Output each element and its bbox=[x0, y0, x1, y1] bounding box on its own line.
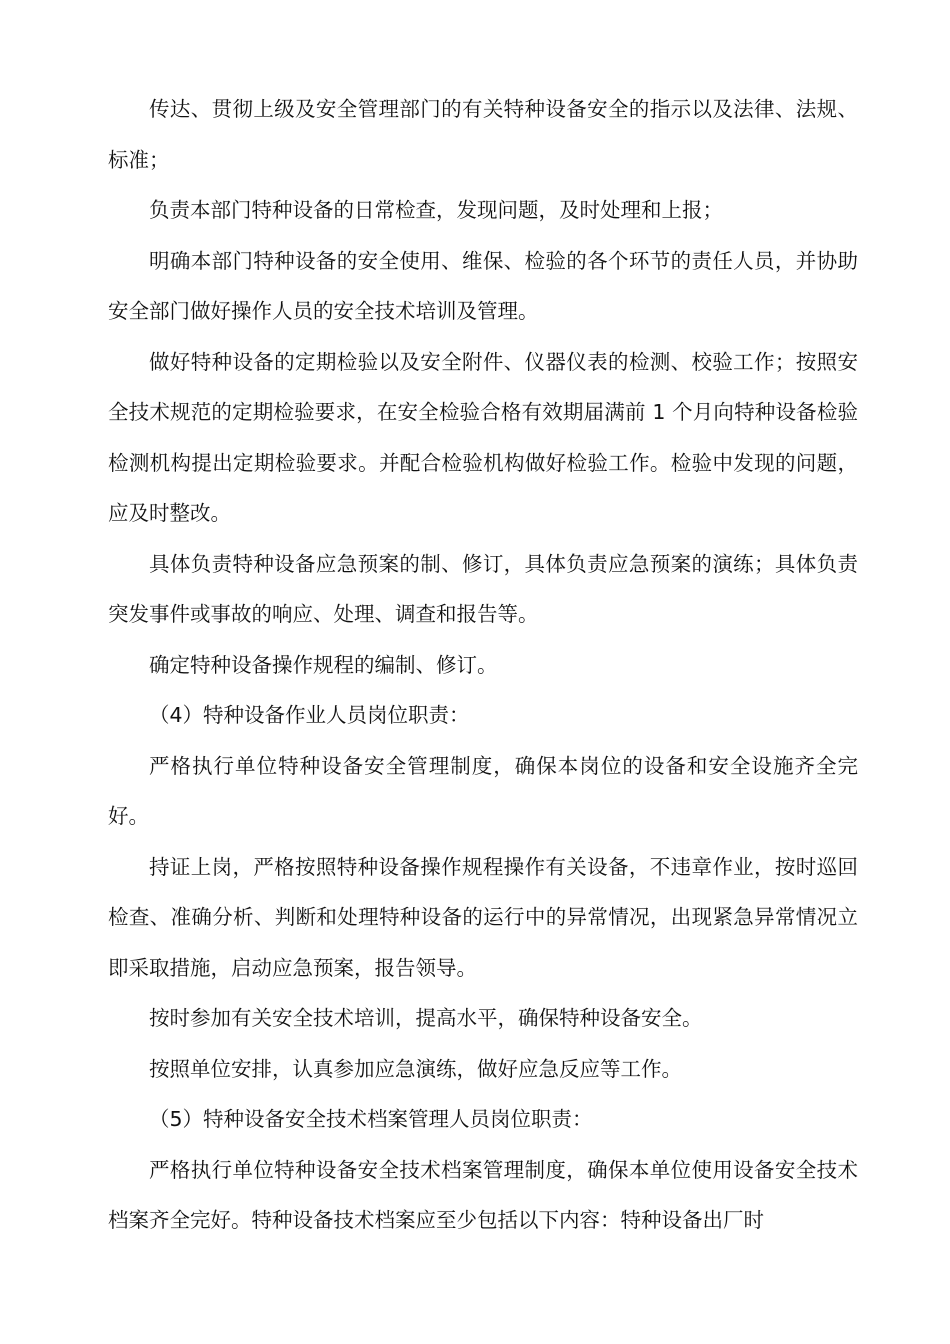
paragraph-5: 具体负责特种设备应急预案的制、修订，具体负责应急预案的演练；具体负责突发事件或事故的响应、处理、调查和报告等。 bbox=[108, 551, 858, 626]
document-body bbox=[108, 84, 858, 1246]
paragraph-8: 持证上岗，严格按照特种设备操作规程操作有关设备，不违章作业，按时巡回检查、准确分析、判断和处理特种设备的运行中的异常情况，出现紧急异常情况立即采取措施，启动应急预案，报告领导。 bbox=[108, 854, 858, 980]
paragraph-2: 负责本部门特种设备的日常检查，发现问题，及时处理和上报； bbox=[149, 198, 723, 222]
paragraph-3: 明确本部门特种设备的安全使用、维保、检验的各个环节的责任人员，并协助安全部门做好操作人员的安全技术培训及管理。 bbox=[108, 248, 858, 323]
paragraph-6: 确定特种设备操作规程的编制、修订。 bbox=[149, 652, 498, 677]
paragraph-11: 严格执行单位特种设备安全技术档案管理制度，确保本单位使用设备安全技术档案齐全完好。特种设备技术档案应至少包括以下内容：特种设备出厂时 bbox=[108, 1157, 858, 1232]
paragraph-1: 传达、贯彻上级及安全管理部门的有关特种设备安全的指示以及法律、法规、标准； bbox=[108, 97, 858, 172]
section-heading-5: （5）特种设备安全技术档案管理人员岗位职责： bbox=[149, 1107, 593, 1131]
paragraph-10: 按照单位安排，认真参加应急演练，做好应急反应等工作。 bbox=[149, 1056, 682, 1081]
paragraph-9: 按时参加有关安全技术培训，提高水平，确保特种设备安全。 bbox=[149, 1006, 703, 1030]
paragraph-4: 做好特种设备的定期检验以及安全附件、仪器仪表的检测、校验工作；按照安全技术规范的定期检验要求，在安全检验合格有效期届满前 1 个月向特种设备检验检测机构提出定期检验要求。并配合检验机构做好检验工作。检验中发现的问题，应及时整改。 bbox=[108, 349, 858, 525]
paragraph-7: 严格执行单位特种设备安全管理制度，确保本岗位的设备和安全设施齐全完好。 bbox=[108, 753, 858, 828]
section-heading-4: （4）特种设备作业人员岗位职责： bbox=[149, 703, 470, 727]
